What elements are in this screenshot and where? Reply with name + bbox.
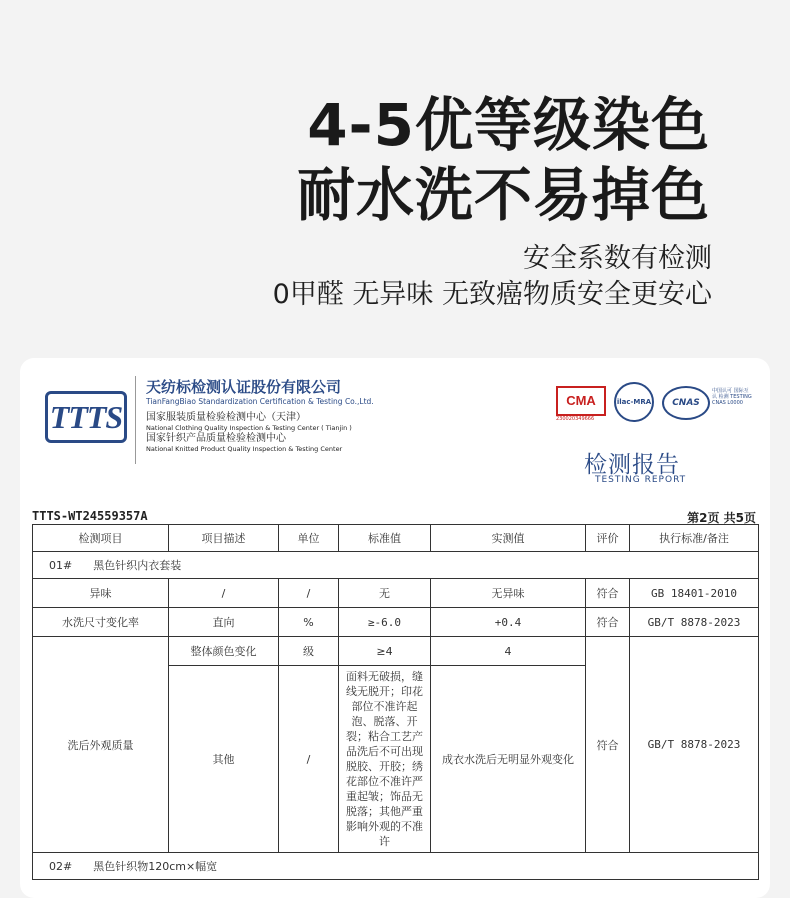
table-cell: ≥-6.0 bbox=[339, 608, 431, 637]
table-cell: 无 bbox=[339, 579, 431, 608]
report-title-en: TESTING REPORT bbox=[595, 475, 687, 485]
cnas-mark: CNAS bbox=[662, 386, 710, 420]
report-id: TTTS-WT24559357A bbox=[32, 509, 148, 523]
table-cell: 符合 bbox=[586, 637, 630, 853]
center1-en: National Clothing Quality Inspection & Testing Center ( Tianjin ) bbox=[146, 424, 352, 432]
sample-group-2: 02# 黑色针织物120cm×幅宽 bbox=[33, 853, 759, 880]
center2-en: National Knitted Product Quality Inspection & Testing Center bbox=[146, 445, 343, 453]
table-row bbox=[33, 608, 759, 637]
header-cell: 单位 bbox=[279, 525, 339, 552]
headline-line-1: 4-5优等级染色 bbox=[307, 91, 710, 159]
table-cell: 无异味 bbox=[431, 579, 586, 608]
subheadline-line-2: 0甲醛 无异味 无致癌物质安全更安心 bbox=[272, 279, 712, 310]
ilac-mra-mark: ilac-MRA bbox=[614, 382, 654, 422]
table-cell: 水洗尺寸变化率 bbox=[33, 608, 169, 637]
table-cell: 符合 bbox=[586, 608, 630, 637]
header-cell: 执行标准/备注 bbox=[630, 525, 759, 552]
org-name-cn: 天纺标检测认证股份有限公司 bbox=[146, 378, 342, 396]
page-indicator: 第2页 共5页 bbox=[687, 511, 756, 525]
header-cell: 实测值 bbox=[431, 525, 586, 552]
group-row bbox=[33, 552, 759, 579]
organization-block bbox=[135, 376, 406, 464]
table-cell: / bbox=[169, 579, 279, 608]
header-cell: 标准值 bbox=[339, 525, 431, 552]
cma-mark: CMA bbox=[556, 386, 606, 416]
cma-number: 230020349666 bbox=[556, 416, 595, 422]
subheadline-line-1: 安全系数有检测 bbox=[523, 243, 712, 274]
table-cell: GB/T 8878-2023 bbox=[630, 608, 759, 637]
sample-group-1: 01# 黑色针织内衣套装 bbox=[33, 552, 759, 579]
table-cell: 其他 bbox=[169, 666, 279, 853]
table-cell: GB 18401-2010 bbox=[630, 579, 759, 608]
table-cell: ≥4 bbox=[339, 637, 431, 666]
table-cell: 洗后外观质量 bbox=[33, 637, 169, 853]
org-name-en: TianFangBiao Standardization Certification & Testing Co.,Ltd. bbox=[146, 397, 374, 406]
table-cell: 级 bbox=[279, 637, 339, 666]
table-cell: 面料无破损，缝线无脱开；印花部位不准许起泡、脱落、开裂；粘合工艺产品洗后不可出现脱胶、开胶；绣花部位不准许严重起皱；饰品无脱落；其他严重影响外观的不准许 bbox=[339, 666, 431, 853]
table-row bbox=[33, 637, 759, 666]
table-cell: 异味 bbox=[33, 579, 169, 608]
report-title-cn: 检测报告 bbox=[584, 452, 680, 478]
table-cell: / bbox=[279, 579, 339, 608]
table-cell: % bbox=[279, 608, 339, 637]
table-cell: 符合 bbox=[586, 579, 630, 608]
table-header-row bbox=[33, 525, 759, 552]
results-table bbox=[32, 524, 759, 880]
table-cell: / bbox=[279, 666, 339, 853]
table-cell: 直向 bbox=[169, 608, 279, 637]
table-cell: 成衣水洗后无明显外观变化 bbox=[431, 666, 586, 853]
ttts-logo: TTTS bbox=[45, 391, 127, 443]
center2-cn: 国家针织产品质量检验检测中心 bbox=[146, 433, 286, 444]
table-cell: 4 bbox=[431, 637, 586, 666]
table-cell: GB/T 8878-2023 bbox=[630, 637, 759, 853]
group-row bbox=[33, 853, 759, 880]
table-cell: +0.4 bbox=[431, 608, 586, 637]
table-cell: 整体颜色变化 bbox=[169, 637, 279, 666]
center1-cn: 国家服装质量检验检测中心（天津） bbox=[146, 412, 306, 423]
header-cell: 评价 bbox=[586, 525, 630, 552]
header-cell: 检测项目 bbox=[33, 525, 169, 552]
test-report-card bbox=[20, 358, 770, 898]
cnas-caption: 中国认可 国际互认 检测 TESTING CNAS L0000 bbox=[712, 388, 752, 406]
headline-line-2: 耐水洗不易掉色 bbox=[296, 161, 710, 229]
header-cell: 项目描述 bbox=[169, 525, 279, 552]
table-row bbox=[33, 579, 759, 608]
